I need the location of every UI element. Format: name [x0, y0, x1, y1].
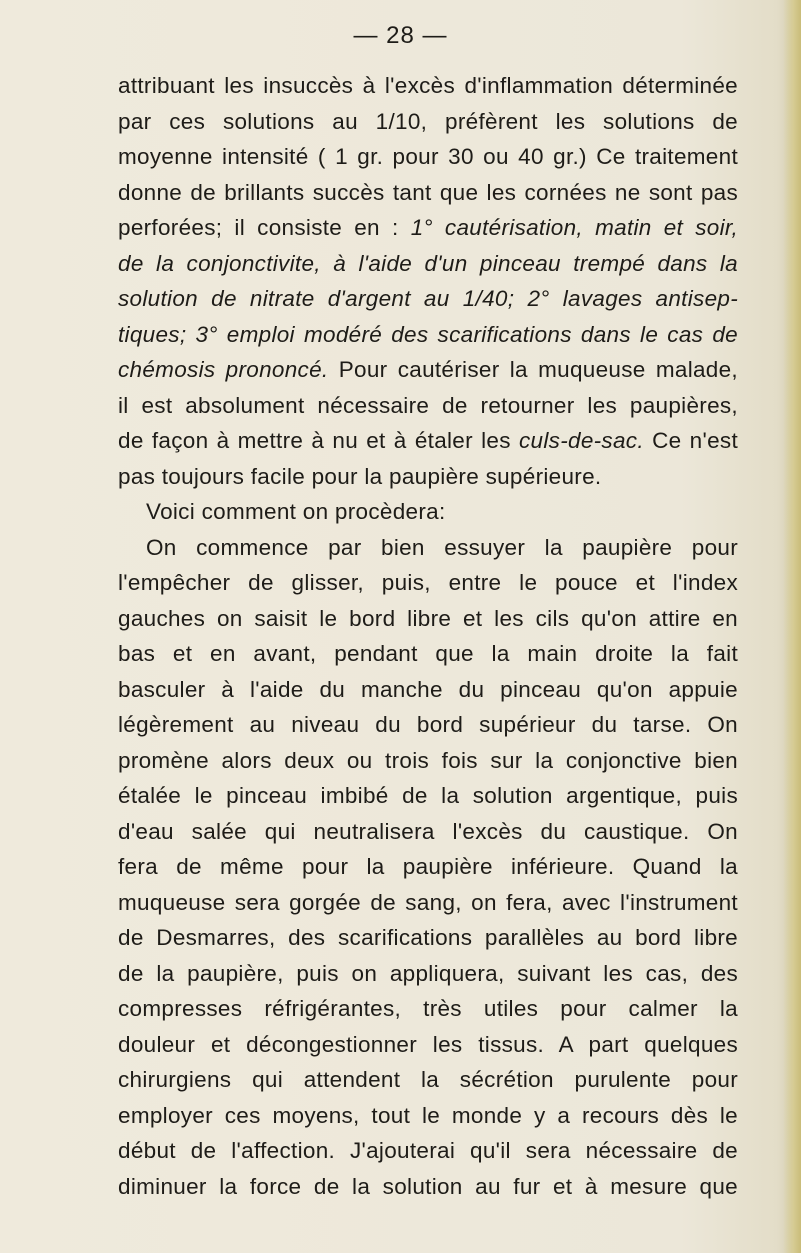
text-line: légèrement au niveau du bord supérieur du tarse. On [118, 712, 738, 737]
text-line: fera de même pour la paupière inférieure. Quand la [118, 854, 738, 879]
body-text [118, 68, 738, 1204]
italic-segment: 3° emploi modéré des scarifications dans le cas de [195, 321, 738, 347]
text-line: chirurgiens qui attendent la sécrétion purulente pour [118, 1067, 738, 1092]
text-line: diminuer la force de la solution au fur et à mesure que [118, 1173, 738, 1199]
text-line: Voici comment on procèdera: [146, 499, 446, 524]
text-segment: Pour cautériser la muqueuse malade, [328, 357, 738, 382]
text-line: il est absolument nécessaire de retourner les paupières, [118, 392, 738, 418]
text-line: gauches on saisit le bord libre et les cils qu'on attire en [118, 605, 738, 631]
text-line: douleur et décongestionner les tissus. A part quelques [118, 1031, 738, 1057]
text-line [118, 352, 738, 388]
italic-segment: solution de nitrate d'argent au 1/40; [118, 286, 528, 311]
text-line: donne de brillants succès tant que les cornées ne sont pas [118, 179, 738, 205]
page-edge [783, 0, 801, 1253]
text-line: étalée le pinceau imbibé de la solution argentique, puis [118, 783, 738, 808]
text-line: de la paupière, puis on appliquera, suivant les cas, des [118, 960, 738, 986]
text-line: muqueuse sera gorgée de sang, on fera, avec l'instrument [118, 889, 738, 915]
text-line [118, 210, 738, 246]
text-segment: Ce n'est [643, 428, 738, 453]
text-line [118, 423, 738, 459]
text-line: On commence par bien essuyer la paupière pour [146, 534, 738, 560]
text-line: employer ces moyens, tout le monde y a recours dès le [118, 1102, 738, 1128]
text-line: moyenne intensité ( 1 gr. pour 30 ou 40 gr.) Ce traitement [118, 144, 738, 169]
text-line: pas toujours facile pour la paupière supérieure. [118, 463, 602, 489]
text-segment: de façon à mettre à nu et à étaler les [118, 428, 519, 453]
italic-segment: tiques; [118, 321, 196, 347]
text-line: l'empêcher de glisser, puis, entre le pouce et l'index [118, 570, 738, 595]
italic-segment: chémosis prononcé. [118, 357, 329, 382]
text-line: compresses réfrigérantes, très utiles pour calmer la [118, 996, 738, 1021]
text-line: attribuant les insuccès à l'excès d'inflammation déterminée [118, 73, 738, 98]
text-line: bas et en avant, pendant que la main droite la fait [118, 641, 738, 666]
text-line [118, 317, 738, 353]
text-line [118, 281, 738, 317]
italic-segment: 1° cautérisation, matin et soir, [410, 215, 738, 240]
italic-segment: 2° lavages antisep- [527, 286, 738, 311]
text-line: par ces solutions au 1/10, préfèrent les solutions de [118, 108, 738, 134]
italic-segment: de la conjonctivite, à l'aide d'un pinceau trempé dans la [118, 250, 738, 276]
italic-segment: culs-de-sac. [519, 428, 644, 453]
text-line: début de l'affection. J'ajouterai qu'il sera nécessaire de [118, 1138, 738, 1163]
text-line: de Desmarres, des scarifications parallèles au bord libre [118, 925, 738, 950]
text-line: promène alors deux ou trois fois sur la conjonctive bien [118, 747, 738, 773]
page-number: — 28 — [353, 22, 448, 49]
text-line: d'eau salée qui neutralisera l'excès du caustique. On [118, 818, 738, 844]
text-line: basculer à l'aide du manche du pinceau qu'on appuie [118, 676, 738, 702]
text-line [118, 246, 738, 282]
text-segment: perforées; il consiste en : [118, 215, 411, 240]
